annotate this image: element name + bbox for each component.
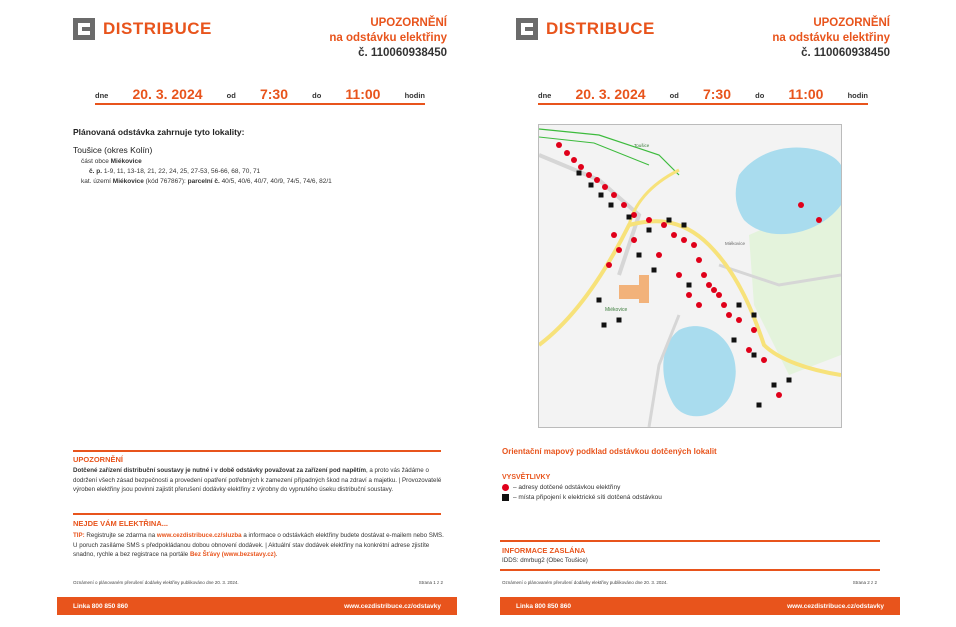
publication-note: [502, 580, 877, 585]
brand-name: DISTRIBUCE: [103, 19, 212, 38]
notice-title: UPOZORNĚNÍ: [370, 17, 447, 29]
outage-from: 7:30: [702, 86, 731, 102]
warning-text: [73, 466, 445, 495]
sent-title: INFORMACE ZASLÁNA: [502, 546, 586, 555]
address-marker: [631, 237, 637, 243]
address-marker: [706, 282, 712, 288]
tip-title: NEJDE VÁM ELEKTŘINA...: [73, 519, 169, 528]
warning-bold: Dotčené zařízení distribuční soustavy je nutné i v době odstávky považovat za zařízení pod napětím: [73, 467, 366, 474]
bezstavy-link[interactable]: Bez Šťávy (www.bezstavy.cz): [189, 551, 276, 558]
legend-addresses: [502, 484, 620, 491]
red-dot-icon: [502, 484, 509, 491]
map-title: Orientační mapový podklad odstávkou dotčených lokalit: [502, 447, 717, 456]
address-marker: [751, 327, 757, 333]
connection-marker: [737, 303, 742, 308]
address-marker: [746, 347, 752, 353]
outage-map[interactable]: [538, 124, 842, 428]
notice-number: č. 110060938450: [801, 47, 890, 59]
divider: [500, 569, 880, 571]
connection-marker: [597, 298, 602, 303]
address-marker: [611, 192, 617, 198]
connection-marker: [687, 283, 692, 288]
address-marker: [736, 317, 742, 323]
connection-marker: [752, 313, 757, 318]
divider: [500, 540, 880, 542]
address-marker: [611, 232, 617, 238]
address-marker: [726, 312, 732, 318]
connection-marker: [589, 183, 594, 188]
address-marker: [616, 247, 622, 253]
map-label-north: Toušice: [634, 143, 650, 148]
cez-logo: [73, 18, 212, 40]
address-marker: [716, 292, 722, 298]
address-marker: [676, 272, 682, 278]
notice-header: [329, 16, 447, 61]
cp-prefix: č. p.: [89, 168, 104, 175]
from-label: od: [669, 91, 679, 100]
location-house-numbers: [89, 168, 260, 175]
connection-marker: [732, 338, 737, 343]
connection-marker: [637, 253, 642, 258]
day-label: dne: [538, 91, 552, 100]
to-label: do: [312, 91, 322, 100]
ku-parcel-label: parcelní č.: [187, 178, 220, 185]
legend-addresses-text: – adresy dotčené odstávkou elektřiny: [513, 484, 621, 491]
connection-marker: [667, 218, 672, 223]
address-marker: [761, 357, 767, 363]
location-part: [81, 158, 142, 165]
registration-link[interactable]: www.cezdistribuce.cz/sluzba: [156, 532, 242, 539]
divider: [73, 513, 441, 515]
notice-number: č. 110060938450: [358, 47, 447, 59]
address-marker: [656, 252, 662, 258]
address-marker: [661, 222, 667, 228]
location-town: Toušice (okres Kolín): [73, 145, 153, 155]
outage-date: 20. 3. 2024: [575, 86, 646, 102]
address-marker: [721, 302, 727, 308]
address-marker: [602, 184, 608, 190]
tip-text: [73, 531, 445, 560]
notice-page-2: [500, 0, 900, 615]
address-marker: [681, 237, 687, 243]
day-label: dne: [95, 91, 109, 100]
from-label: od: [226, 91, 236, 100]
hotline: Linka 800 850 860: [73, 602, 128, 610]
connection-marker: [752, 353, 757, 358]
cp-values: 1-9, 11, 13-18, 21, 22, 24, 25, 27-53, 56-66, 68, 70, 71: [103, 168, 261, 175]
outage-date: 20. 3. 2024: [132, 86, 203, 102]
address-marker: [606, 262, 612, 268]
outage-schedule: [538, 84, 868, 105]
outage-schedule: [95, 84, 425, 105]
address-marker: [816, 217, 822, 223]
address-marker: [646, 217, 652, 223]
black-square-icon: [502, 494, 509, 501]
map-label-village: Miékovice: [605, 307, 628, 313]
connection-marker: [757, 403, 762, 408]
hotline: Linka 800 850 860: [516, 602, 571, 610]
address-marker: [671, 232, 677, 238]
connection-marker: [682, 223, 687, 228]
outage-to: 11:00: [345, 86, 381, 102]
connection-marker: [609, 203, 614, 208]
publication-text: Oznámení o plánovaném přerušení dodávky elektřiny publikováno dne 20. 3. 2024.: [73, 580, 239, 585]
divider: [73, 450, 441, 452]
connection-marker: [617, 318, 622, 323]
cez-logo: [516, 18, 655, 40]
footer-url[interactable]: www.cezdistribuce.cz/odstavky: [787, 602, 884, 610]
map-graphic: [539, 125, 841, 427]
to-label: do: [755, 91, 765, 100]
address-marker: [631, 212, 637, 218]
page-number: Strana 1 z 2: [418, 580, 443, 585]
address-marker: [686, 292, 692, 298]
page-footer: [500, 597, 900, 615]
page-number: Strana 2 z 2: [852, 580, 877, 585]
connection-marker: [627, 215, 632, 220]
connection-marker: [599, 193, 604, 198]
connection-marker: [652, 268, 657, 273]
hours-label: hodin: [404, 91, 425, 100]
address-marker: [701, 272, 707, 278]
ku-code: (kód 767867):: [143, 178, 188, 185]
notice-subtitle: na odstávku elektřiny: [772, 32, 890, 44]
publication-note: [73, 580, 443, 585]
locations-heading: Plánovaná odstávka zahrnuje tyto lokality:: [73, 127, 245, 137]
address-marker: [621, 202, 627, 208]
brand-name: DISTRIBUCE: [546, 19, 655, 38]
tip-text-3: .: [275, 551, 278, 558]
address-marker: [776, 392, 782, 398]
location-cadastral: [81, 178, 332, 185]
connection-marker: [772, 383, 777, 388]
hours-label: hodin: [847, 91, 868, 100]
address-marker: [571, 157, 577, 163]
tip-text-2: a informace o odstávkách elektřiny budete dostávat e-mailem nebo SMS. U poruch zasíláme SMS s předpokládanou dobou obnovení dodávek. | Aktuální stav dodávek elektřiny na konkrétní adrese zjistíte snadno, rychle a bez registrace na portále: [73, 532, 444, 558]
page-footer: [57, 597, 457, 615]
warning-title: UPOZORNĚNÍ: [73, 455, 124, 464]
notice-title: UPOZORNĚNÍ: [813, 17, 890, 29]
publication-text: Oznámení o plánovaném přerušení dodávky elektřiny publikováno dne 20. 3. 2024.: [502, 580, 668, 585]
address-marker: [691, 242, 697, 248]
connection-marker: [787, 378, 792, 383]
tip-label: TIP:: [73, 532, 85, 539]
notice-page-1: [57, 0, 457, 615]
address-marker: [696, 302, 702, 308]
connection-marker: [647, 228, 652, 233]
legend-connections: [502, 494, 662, 501]
footer-url[interactable]: www.cezdistribuce.cz/odstavky: [344, 602, 441, 610]
part-prefix: část obce: [81, 158, 111, 165]
address-marker: [564, 150, 570, 156]
cez-logo-icon: [516, 18, 538, 40]
part-name: Miékovice: [110, 158, 142, 165]
address-marker: [556, 142, 562, 148]
notice-header: [772, 16, 890, 61]
legend-connections-text: – místa připojení k elektrické síti dotčená odstávkou: [513, 494, 662, 501]
cez-logo-icon: [73, 18, 95, 40]
building: [639, 275, 649, 303]
map-label-street: Miékovice: [725, 241, 746, 246]
address-marker: [578, 164, 584, 170]
ku-name: Miékovice: [112, 178, 144, 185]
address-marker: [798, 202, 804, 208]
address-marker: [711, 287, 717, 293]
address-marker: [696, 257, 702, 263]
outage-to: 11:00: [788, 86, 824, 102]
address-marker: [594, 177, 600, 183]
connection-marker: [602, 323, 607, 328]
ku-prefix: kat. území: [81, 178, 113, 185]
warning-body: , a proto vás žádáme o dodržení všech zásad bezpečnosti a provedení opatření potřebných k zamezení případných škod na zdraví a majetku. | Provozovatelé výroben elektřiny jsou povinni zajistit přerušení dodávky elektřiny z výrobny do vypnutého úseku distribuční soustavy.: [73, 467, 442, 493]
connection-marker: [577, 171, 582, 176]
address-marker: [586, 172, 592, 178]
ku-parcels: 40/5, 40/6, 40/7, 40/9, 74/5, 74/6, 82/1: [219, 178, 332, 185]
notice-subtitle: na odstávku elektřiny: [329, 32, 447, 44]
outage-from: 7:30: [259, 86, 288, 102]
sent-text: IDDS: dmrbug2 (Obec Toušice): [502, 557, 588, 564]
tip-text-1: Registrujte se zdarma na: [84, 532, 157, 539]
legend-title: VYSVĚTLIVKY: [502, 474, 551, 481]
